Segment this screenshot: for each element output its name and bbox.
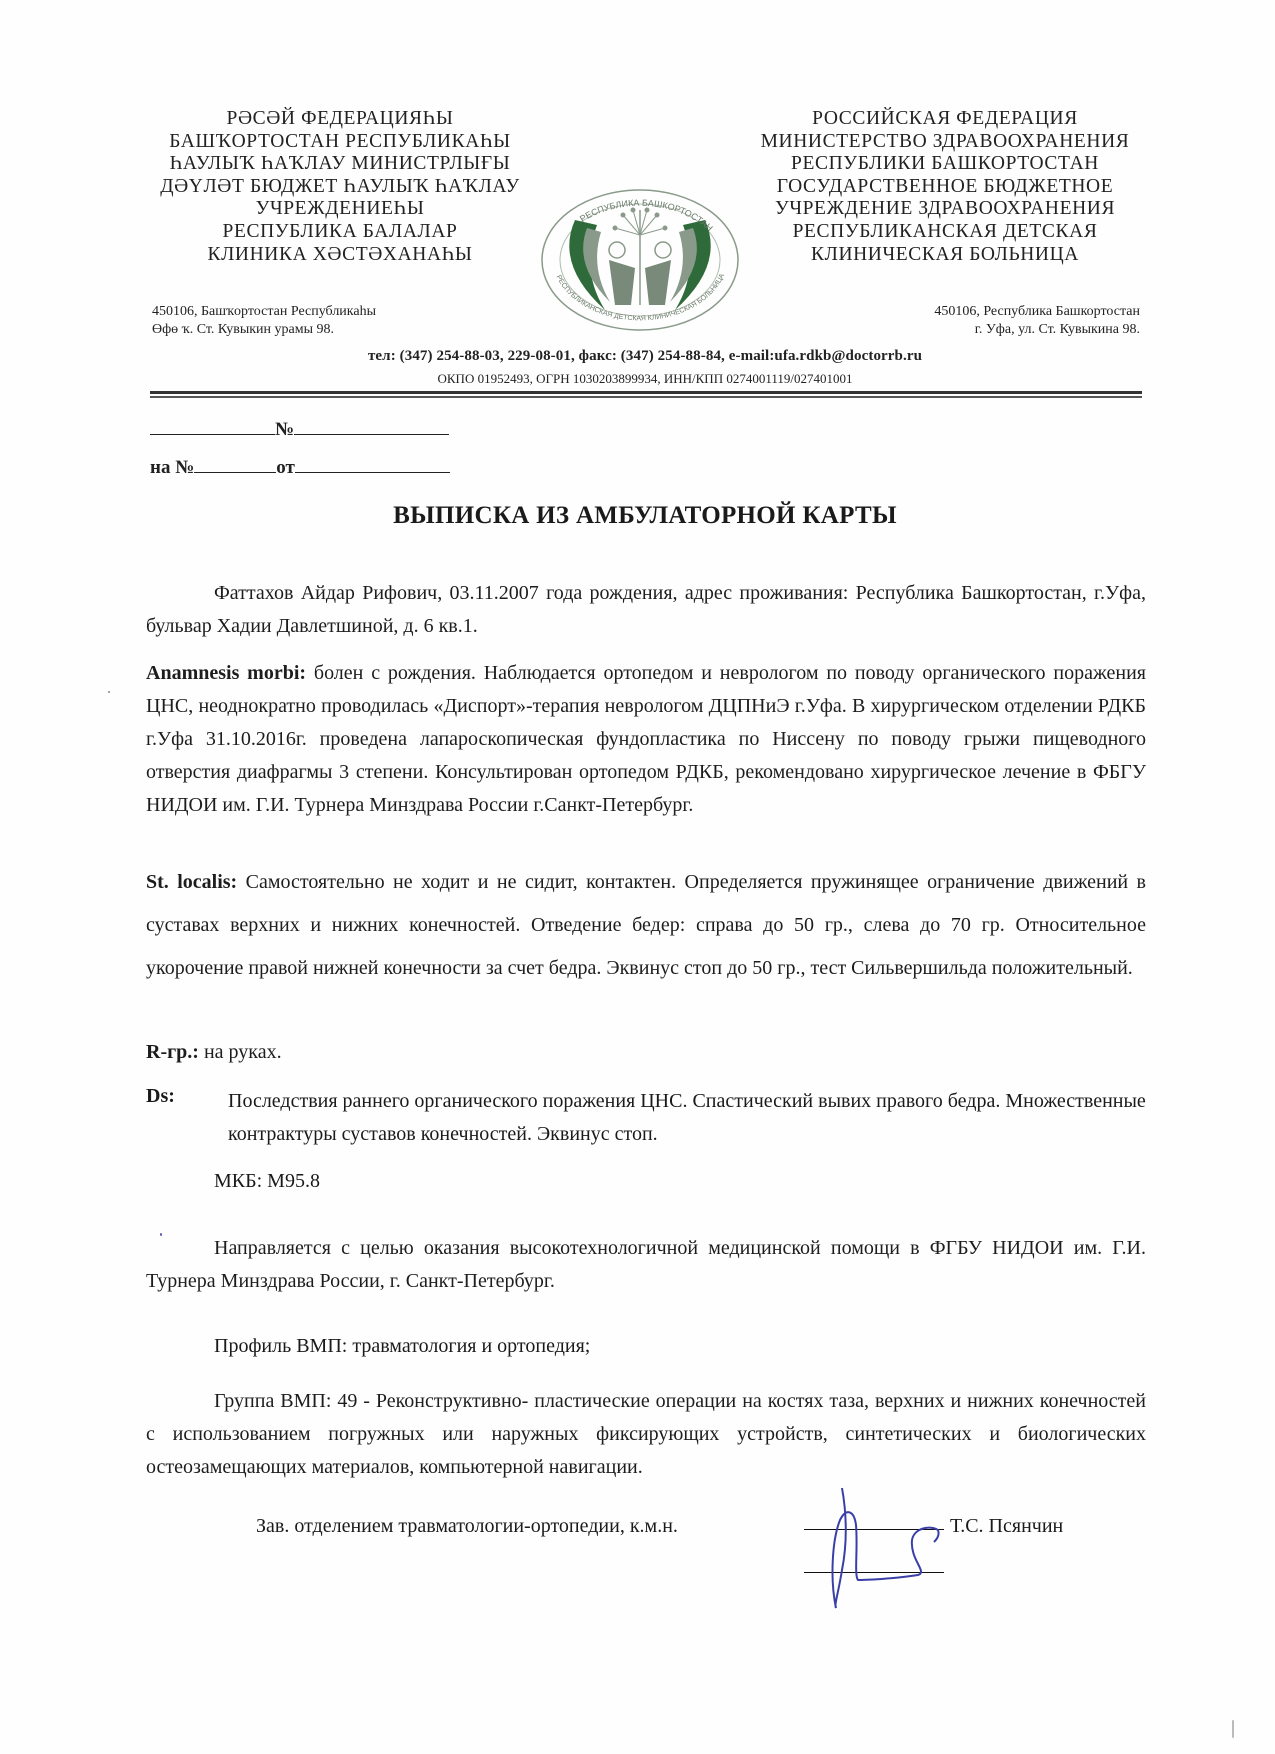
letterhead-line: УЧРЕЖДЕНИЕҺЫ xyxy=(255,198,425,220)
letterhead-bashkir xyxy=(140,108,540,266)
date-blank xyxy=(295,454,450,473)
letterhead-line: РӘСӘЙ ФЕДЕРАЦИЯҺЫ xyxy=(226,108,454,129)
section-text: на руках. xyxy=(198,1041,282,1063)
incoming-reference-field xyxy=(150,454,450,479)
handwritten-signature-icon xyxy=(790,1480,960,1610)
address-line: 450106, Башҡортостан Республикаһы xyxy=(152,304,377,319)
section-text: Самостоятельно не ходит и не сидит, контактен. Определяется пружинящее ограничение движений в суставах верхних и нижних конечностей. Отведение бедер: справа до 50 гр., слева до 70 гр. Относительное укорочение правой нижней конечности за счет бедра. Эквинус стоп до 50 гр., тест Сильвершильда положительный. xyxy=(146,871,1146,979)
section-label: St. localis: xyxy=(146,871,238,893)
outgoing-number-field xyxy=(150,416,449,441)
header-divider xyxy=(150,396,1142,398)
letterhead-line: РЕСПУБЛИКИ БАШКОРТОСТАН xyxy=(791,153,1099,175)
address-russian xyxy=(934,303,1140,339)
xray-section xyxy=(146,1036,1146,1069)
patient-info xyxy=(146,577,1146,643)
letterhead-line: БАШҠОРТОСТАН РЕСПУБЛИКАҺЫ xyxy=(169,130,511,152)
signatory-name: Т.С. Псянчин xyxy=(950,1515,1064,1537)
anamnesis-section xyxy=(146,657,1146,822)
svg-text:РЕСПУБЛИКА БАШКОРТОСТАН: РЕСПУБЛИКА БАШКОРТОСТАН xyxy=(578,197,715,234)
letterhead-line: КЛИНИЧЕСКАЯ БОЛЬНИЦА xyxy=(811,243,1079,265)
letterhead-line: РЕСПУБЛИКАНСКАЯ ДЕТСКАЯ xyxy=(792,220,1098,242)
number-label: № xyxy=(275,419,295,440)
diagnosis-text: Последствия раннего органического поражения ЦНС. Спастический вывих правого бедра. Множественные контрактуры суставов конечностей. Эквинус стоп. xyxy=(228,1090,1146,1145)
letterhead-line: ГОСУДАРСТВЕННОЕ БЮДЖЕТНОЕ xyxy=(776,175,1114,197)
date-blank xyxy=(150,416,275,435)
letterhead-line: МИНИСТЕРСТВО ЗДРАВООХРАНЕНИЯ xyxy=(760,130,1130,152)
referral-paragraph xyxy=(146,1232,1146,1298)
address-line: Өфө ҡ. Ст. Кувыкин урамы 98. xyxy=(152,322,334,337)
from-label: от xyxy=(276,457,295,478)
letterhead-line: УЧРЕЖДЕНИЕ ЗДРАВООХРАНЕНИЯ xyxy=(774,198,1116,220)
svg-text:РЕСПУБЛИКАНСКАЯ ДЕТСКАЯ КЛИНИЧ: РЕСПУБЛИКАНСКАЯ ДЕТСКАЯ КЛИНИЧЕСКАЯ БОЛЬНИЦА xyxy=(554,272,727,323)
section-text: болен с рождения. Наблюдается ортопедом и неврологом по поводу органического поражения ЦНС, неоднократно проводилась «Диспорт»-терапия неврологом ДЦПНиЭ г.Уфа. В хирургическом отделении РДКБ г.Уфа 31.10.2016г. проведена лапароскопическая фундопластика по Ниссену по поводу грыжи пищеводного отверстия диафрагмы 3 степени. Консультирован ортопедом РДКБ, рекомендовано хирургическое лечение в ФБГУ НИДОИ им. Г.И. Турнера Минздрава России г.Санкт-Петербург. xyxy=(146,662,1146,816)
st-localis-section xyxy=(146,861,1146,990)
on-number-label: на № xyxy=(150,457,195,478)
header-divider xyxy=(150,391,1142,394)
address-line: г. Уфа, ул. Ст. Кувыкина 98. xyxy=(974,322,1140,337)
registration-codes: ОКПО 01952493, ОГРН 1030203899934, ИНН/КПП 0274001119/027401001 xyxy=(437,371,853,386)
vmp-group-paragraph xyxy=(146,1385,1146,1484)
signatory-position: Зав. отделением травматологии-ортопедии, к.м.н. xyxy=(256,1515,678,1537)
number-blank xyxy=(294,416,449,435)
section-label: R-гр.: xyxy=(146,1041,199,1063)
icd-code: МКБ: М95.8 xyxy=(214,1170,320,1192)
letterhead-line: РОССИЙСКАЯ ФЕДЕРАЦИЯ xyxy=(812,108,1078,129)
contact-info: тел: (347) 254-88-03, 229-08-01, факс: (347) 254-88-84, e-mail:ufa.rdkb@doctorrb.ru xyxy=(367,348,923,364)
address-bashkir xyxy=(152,303,376,339)
address-line: 450106, Республика Башкортостан xyxy=(934,304,1140,319)
vmp-group-text: Группа ВМП: 49 - Реконструктивно- пластические операции на костях таза, верхних и нижних конечностей с использованием погружных или наружных фиксирующих устройств, синтетических и биологических остеозамещающих материалов, компьютерной навигации. xyxy=(146,1390,1146,1478)
letterhead-line: ҺАУЛЫҠ ҺАҠЛАУ МИНИСТРЛЫҒЫ xyxy=(169,153,511,175)
number-blank xyxy=(194,454,276,473)
patient-text: Фаттахов Айдар Рифович, 03.11.2007 года рождения, адрес проживания: Республика Башкортостан, г.Уфа, бульвар Хадии Давлетшиной, д. 6 кв.1. xyxy=(146,582,1146,637)
diagnosis-label: Ds: xyxy=(146,1085,175,1107)
document-title: ВЫПИСКА ИЗ АМБУЛАТОРНОЙ КАРТЫ xyxy=(393,502,897,529)
letterhead-line: КЛИНИКА ХӘСТӘХАНАҺЫ xyxy=(207,243,473,265)
hospital-emblem-icon xyxy=(535,180,745,335)
letterhead-line: РЕСПУБЛИКА БАЛАЛАР xyxy=(222,220,458,242)
referral-text: Направляется с целью оказания высокотехнологичной медицинской помощи в ФГБУ НИДОИ им. Г.И. Турнера Минздрава России, г. Санкт-Петербург. xyxy=(146,1237,1146,1292)
letterhead-russian xyxy=(740,108,1150,266)
vmp-profile: Профиль ВМП: травматология и ортопедия; xyxy=(214,1335,591,1357)
letterhead-line: ДӘҮЛӘТ БЮДЖЕТ ҺАУЛЫҠ ҺАҠЛАУ xyxy=(160,175,520,197)
section-label: Anamnesis morbi: xyxy=(146,662,307,684)
